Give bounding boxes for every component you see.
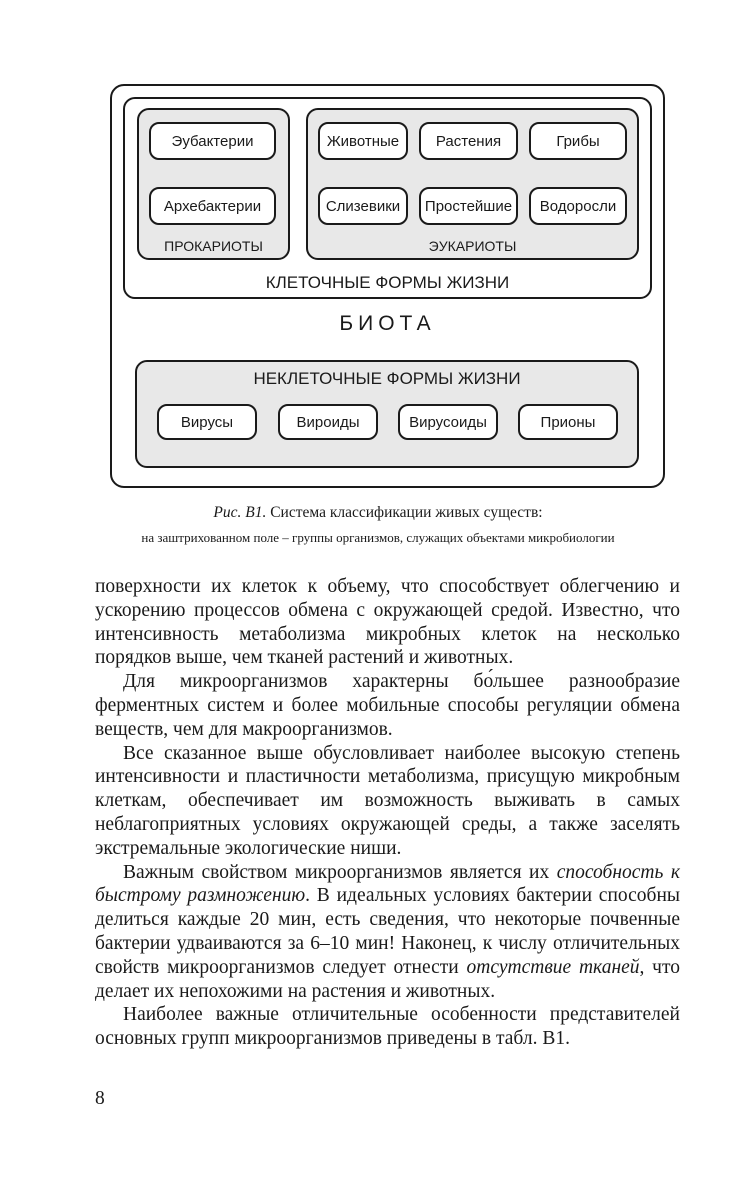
node-archaebacteria: Архебактерии <box>149 187 276 225</box>
node-virusoids: Вирусоиды <box>398 404 498 440</box>
paragraph-4 <box>95 861 680 1004</box>
paragraph-1: поверхности их клеток к объему, что способствует облегчению и ускорению процессов обмена с окружающей средой. Известно, что интенсивность метаболизма микробных клеток на несколько порядков выше, чем тканей растений и животных. <box>95 576 680 669</box>
classification-diagram <box>0 0 756 500</box>
paragraph-4-part-b: . В идеальных условиях бактерии способны делиться каждые 20 мин, есть сведения, что некоторые почвенные бактерии удваиваются за 6–10 мин! Наконец, к числу отличительных свойств микроорганизмов следует отнести <box>95 885 680 978</box>
node-eubacteria: Эубактерии <box>149 122 276 160</box>
figure-caption <box>0 504 756 522</box>
node-protozoa: Простейшие <box>419 187 518 225</box>
node-plants: Растения <box>419 122 518 160</box>
paragraph-4-emphasis-2: отсутствие тканей <box>466 956 640 978</box>
node-viroids: Вироиды <box>278 404 378 440</box>
node-algae: Водоросли <box>529 187 627 225</box>
paragraph-3: Все сказанное выше обусловливает наиболее высокую степень интенсивности и пластичности метаболизма, присущую микробным клеткам, обеспечивает им возможность выживать в самых неблагоприятных условиях окружающей среды, а также заселять экстремальные экологические ниши. <box>95 742 680 859</box>
figure-caption-title: Система классификации живых существ: <box>266 504 543 521</box>
node-slime-molds: Слизевики <box>318 187 408 225</box>
noncellular-forms-label: НЕКЛЕТОЧНЫЕ ФОРМЫ ЖИЗНИ <box>253 369 521 388</box>
biota-label: БИОТА <box>339 312 436 335</box>
page-number: 8 <box>95 1088 105 1109</box>
node-prions: Прионы <box>518 404 618 440</box>
eukaryotes-label: ЭУКАРИОТЫ <box>428 238 517 254</box>
prokaryotes-label: ПРОКАРИОТЫ <box>164 238 263 254</box>
node-animals: Животные <box>318 122 408 160</box>
body-text <box>95 575 680 1051</box>
paragraph-4-part-c: , что делает их непохожими на растения и животных. <box>95 956 681 1002</box>
paragraph-4-emphasis-1: способность к быстрому размножению <box>95 861 680 907</box>
paragraph-4-part-a: Важным свойством микроорганизмов является их <box>123 861 557 883</box>
figure-caption-note: на заштрихованном поле – группы организмов, служащих объектами микробиологии <box>141 530 615 545</box>
node-viruses: Вирусы <box>157 404 257 440</box>
node-fungi: Грибы <box>529 122 627 160</box>
figure-caption-prefix: Рис. В1. <box>213 504 267 521</box>
paragraph-2: Для микроорганизмов характерны бо́льшее разнообразие ферментных систем и более мобильные способы регуляции обмена веществ, чем для макроорганизмов. <box>95 671 680 740</box>
paragraph-5: Наиболее важные отличительные особенности представителей основных групп микроорганизмов приведены в табл. В1. <box>95 1004 680 1050</box>
cellular-forms-label: КЛЕТОЧНЫЕ ФОРМЫ ЖИЗНИ <box>265 273 510 292</box>
